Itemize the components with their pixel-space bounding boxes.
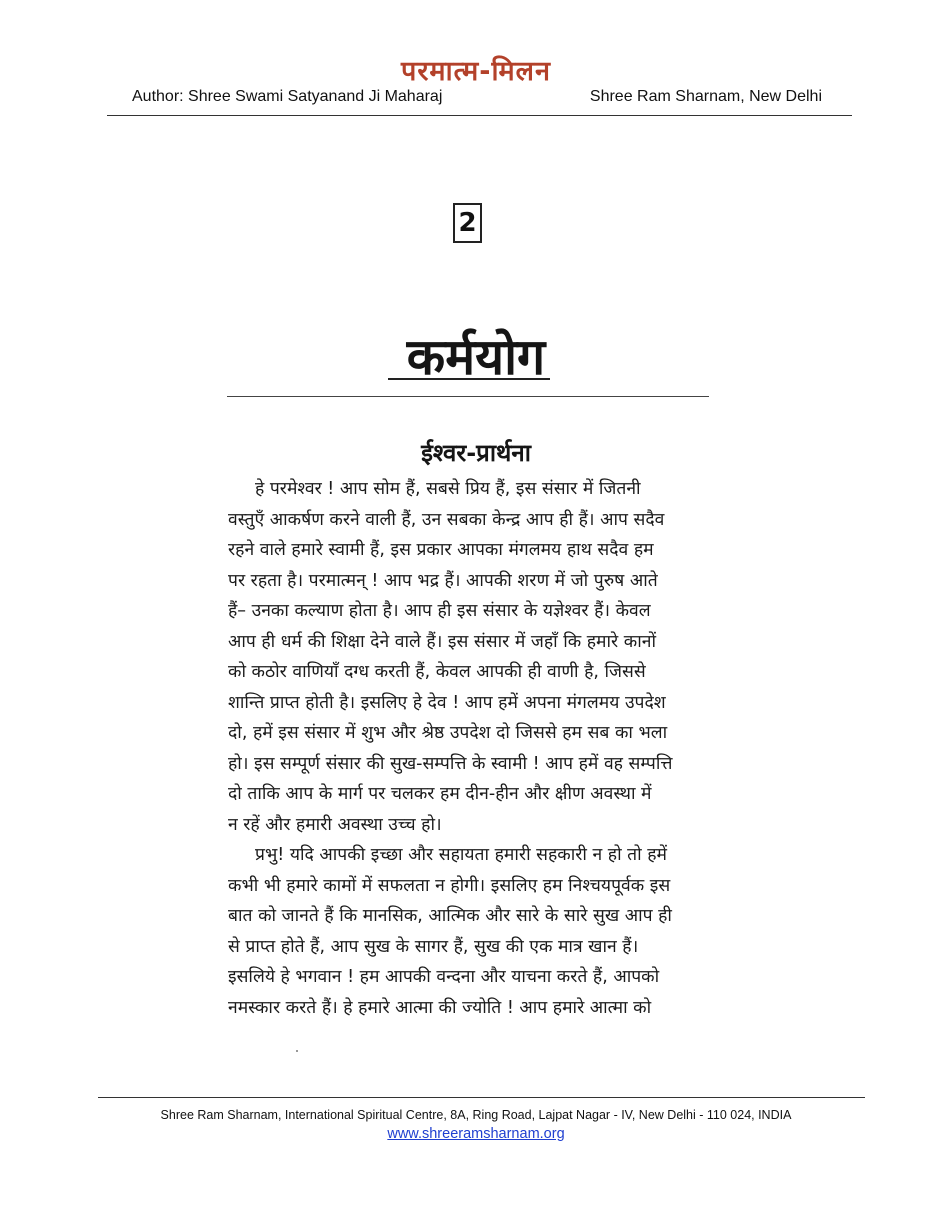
body-line: दो ताकि आप के मार्ग पर चलकर हम दीन-हीन और क्षीण अवस्था में xyxy=(228,784,652,804)
body-line: न रहें और हमारी अवस्था उच्च हो। xyxy=(228,814,442,835)
footer-divider xyxy=(98,1097,865,1098)
chapter-title: कर्मयोग xyxy=(406,328,546,386)
header-divider xyxy=(107,115,852,116)
body-line: हैं– उनका कल्याण होता है। आप ही इस संसार के यज्ञेश्वर हैं। केवल xyxy=(228,601,651,621)
body-line: नमस्कार करते हैं। हे हमारे आत्मा की ज्योति ! आप हमारे आत्मा को xyxy=(228,997,652,1018)
body-line: से प्राप्त होते हैं, आप सुख के सागर हैं, सुख की एक मात्र खान हैं। xyxy=(228,936,639,957)
book-title: परमात्म-मिलन xyxy=(401,56,551,87)
author-line: Author: Shree Swami Satyanand Ji Maharaj xyxy=(132,88,443,105)
chapter-number-box: 2 xyxy=(453,203,482,243)
body-line: शान्ति प्राप्त होती है। इसलिए हे देव ! आप हमें अपना मंगलमय उपदेश xyxy=(228,692,666,713)
body-line: पर रहता है। परमात्मन् ! आप भद्र हैं। आपकी शरण में जो पुरुष आते xyxy=(228,570,658,591)
website-link[interactable]: www.shreeramsharnam.org xyxy=(387,1126,565,1142)
body-line: बात को जानते हैं कि मानसिक, आत्मिक और सारे के सारे सुख आप ही xyxy=(228,906,672,926)
body-line: रहने वाले हमारे स्वामी हैं, इस प्रकार आपका मंगलमय हाथ सदैव हम xyxy=(228,540,654,560)
scan-speck xyxy=(296,1050,298,1052)
body-line: प्रभु! यदि आपकी इच्छा और सहायता हमारी सहकारी न हो तो हमें xyxy=(255,845,668,865)
footer-address: Shree Ram Sharnam, International Spiritual Centre, 8A, Ring Road, Lajpat Nagar - IV, New Delhi - 110 024, INDIA xyxy=(160,1108,792,1122)
body-text xyxy=(228,474,711,1023)
chapter-title-underline xyxy=(388,378,550,380)
body-line: आप ही धर्म की शिक्षा देने वाले हैं। इस संसार में जहाँ कि हमारे कानों xyxy=(228,631,656,652)
publisher-line: Shree Ram Sharnam, New Delhi xyxy=(589,88,822,105)
footer-url-row xyxy=(0,1126,952,1142)
body-line: इसलिये हे भगवान ! हम आपकी वन्दना और याचना करते हैं, आपको xyxy=(228,967,660,987)
body-line: हो। इस सम्पूर्ण संसार की सुख-सम्पत्ति के स्वामी ! आप हमें वह सम्पत्ति xyxy=(228,753,673,774)
body-line: दो, हमें इस संसार में शुभ और श्रेष्ठ उपदेश दो जिससे हम सब का भला xyxy=(228,723,668,743)
section-heading: ईश्वर-प्रार्थना xyxy=(421,439,531,467)
body-line: हे परमेश्वर ! आप सोम हैं, सबसे प्रिय हैं, इस संसार में जितनी xyxy=(255,479,641,499)
chapter-divider xyxy=(227,396,709,397)
body-line: कभी भी हमारे कामों में सफलता न होगी। इसलिए हम निश्चयपूर्वक इस xyxy=(228,875,671,896)
body-line: को कठोर वाणियाँ दग्ध करती हैं, केवल आपकी ही वाणी है, जिससे xyxy=(228,662,646,682)
body-line: वस्तुएँ आकर्षण करने वाली हैं, उन सबका केन्द्र आप ही हैं। आप सदैव xyxy=(228,509,665,530)
